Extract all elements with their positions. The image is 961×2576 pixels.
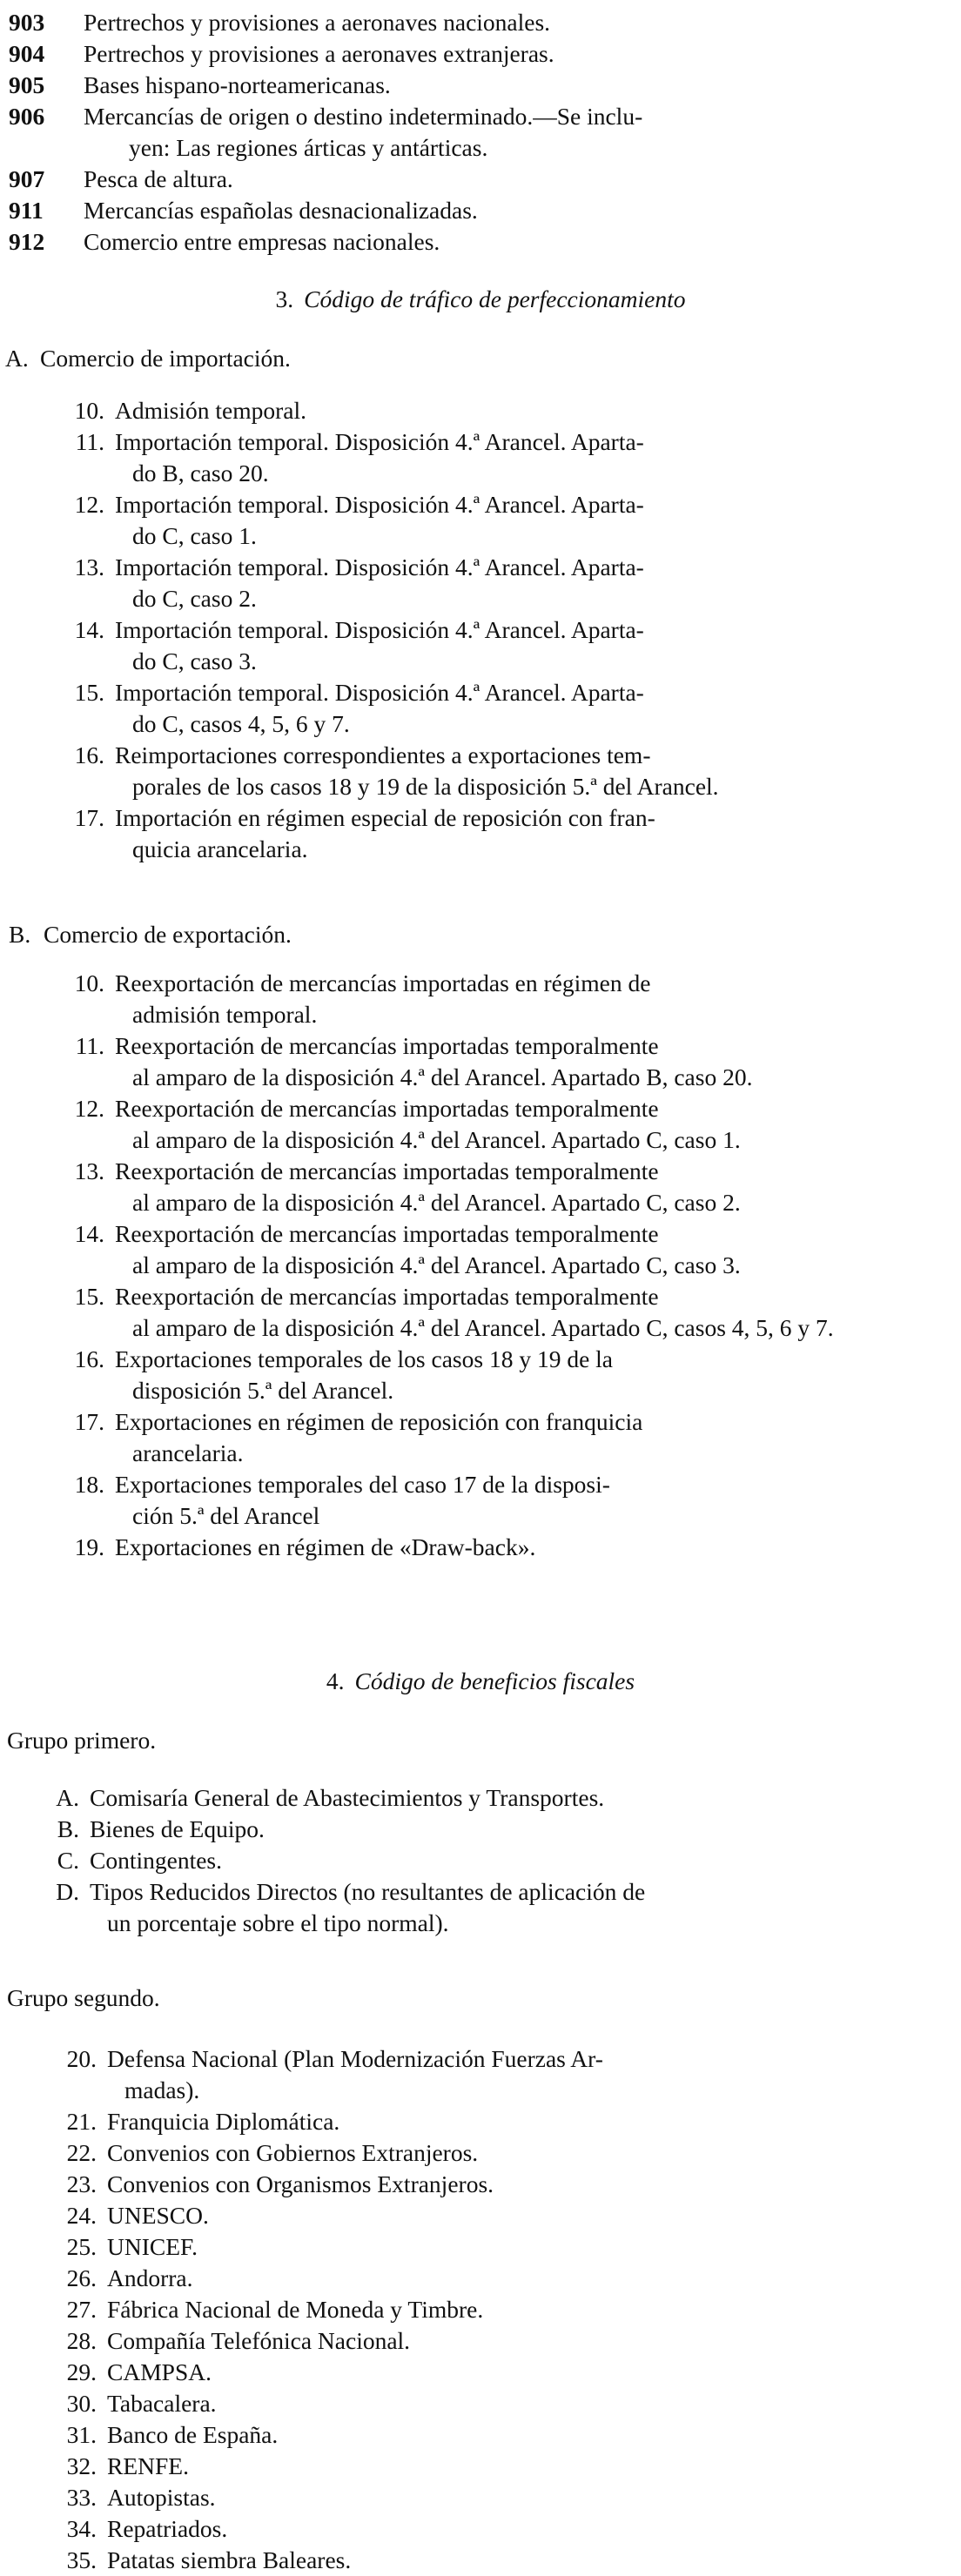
code-text-line: Mercancías españolas desnacionalizadas. <box>84 197 478 224</box>
code-number: 906 <box>9 103 45 130</box>
code-number: 907 <box>9 165 45 192</box>
item-text-continuation: al amparo de la disposición 4.ª del Arancel. Apartado B, caso 20. <box>132 1063 753 1090</box>
item-number: 30. <box>66 2390 97 2417</box>
item-text-line: Repatriados. <box>107 2515 228 2542</box>
item-text-continuation: al amparo de la disposición 4.ª del Arancel. Apartado C, caso 3. <box>132 1251 741 1278</box>
item-text <box>97 2325 936 2357</box>
item-text-line: Exportaciones temporales de los casos 18 y 19 de la <box>115 1345 613 1372</box>
item-text <box>104 677 937 740</box>
group-1-item <box>48 1814 936 1845</box>
item-text-line: Reexportación de mercancías importadas temporalmente <box>115 1283 659 1310</box>
group-2-item <box>48 2325 936 2357</box>
group-2-item <box>48 2169 936 2200</box>
group-2-item <box>48 2482 936 2513</box>
item-text <box>104 1093 937 1156</box>
item-text-line: Reexportación de mercancías importadas temporalmente <box>115 1095 659 1122</box>
item-number: 20. <box>66 2045 97 2072</box>
code-text-line: Comercio entre empresas nacionales. <box>84 228 440 255</box>
item-number: 25. <box>66 2233 97 2260</box>
group-2-item <box>48 2419 936 2451</box>
export-code-item <box>66 1093 937 1156</box>
item-number: 13. <box>74 553 104 580</box>
item-number: 21. <box>66 2108 97 2135</box>
item-number: 17. <box>74 1408 104 1435</box>
item-text <box>104 552 937 614</box>
item-number: 17. <box>74 804 104 831</box>
code-row <box>9 70 944 101</box>
item-text-continuation: quicia arancelaria. <box>132 835 308 862</box>
group-1-item <box>48 1876 936 1939</box>
item-text-line: Reimportaciones correspondientes a exportaciones tem- <box>115 741 651 768</box>
group-2-heading: Grupo segundo. <box>7 1984 160 2011</box>
section-title: Código de beneficios fiscales <box>354 1667 635 1694</box>
code-text-line: Bases hispano-norteamericanas. <box>84 71 391 98</box>
code-number: 911 <box>9 197 44 224</box>
code-row <box>9 164 944 195</box>
item-text-line: Exportaciones en régimen de «Draw-back». <box>115 1533 536 1560</box>
destination-codes-list <box>9 7 944 258</box>
item-text-continuation: al amparo de la disposición 4.ª del Arancel. Apartado C, caso 1. <box>132 1126 741 1153</box>
item-text-line: Importación temporal. Disposición 4.ª Arancel. Aparta- <box>115 491 644 518</box>
export-code-item <box>66 1469 937 1532</box>
code-text <box>84 70 944 101</box>
item-text-line: UNESCO. <box>107 2202 209 2229</box>
export-code-item <box>66 968 937 1030</box>
code-row <box>9 38 944 70</box>
item-text <box>79 1876 936 1939</box>
item-number: B. <box>57 1815 79 1842</box>
item-text-continuation: arancelaria. <box>132 1439 244 1466</box>
section-title: Código de tráfico de perfeccionamiento <box>304 285 686 312</box>
item-number: 34. <box>66 2515 97 2542</box>
group-2-item <box>48 2231 936 2263</box>
item-text <box>104 1344 937 1406</box>
group-2-item <box>48 2545 936 2576</box>
item-number: 12. <box>74 491 104 518</box>
item-number: 35. <box>66 2546 97 2573</box>
code-text-line: Mercancías de origen o destino indeterminado.—Se inclu- <box>84 103 643 130</box>
item-text <box>104 1156 937 1218</box>
item-number: 14. <box>74 1220 104 1247</box>
import-code-item <box>66 395 937 426</box>
item-text <box>104 426 937 489</box>
item-number: 15. <box>74 1283 104 1310</box>
item-number: 23. <box>66 2170 97 2197</box>
item-text-line: Admisión temporal. <box>115 397 306 424</box>
item-number: 32. <box>66 2452 97 2479</box>
item-text-line: Autopistas. <box>107 2484 216 2511</box>
code-text-line: Pertrechos y provisiones a aeronaves nacionales. <box>84 9 551 36</box>
item-text-line: Banco de España. <box>107 2421 279 2448</box>
code-number: 912 <box>9 228 45 255</box>
item-number: 10. <box>74 397 104 424</box>
item-number: 11. <box>75 428 104 455</box>
group-2-item <box>48 2137 936 2169</box>
item-text <box>97 2388 936 2419</box>
item-text-line: Andorra. <box>107 2264 193 2291</box>
import-code-item <box>66 802 937 865</box>
group-2-item <box>48 2043 936 2106</box>
code-text <box>84 164 944 195</box>
item-number: 15. <box>74 679 104 706</box>
item-text-continuation: al amparo de la disposición 4.ª del Arancel. Apartado C, caso 2. <box>132 1189 741 1216</box>
item-number: 14. <box>74 616 104 643</box>
item-text <box>97 2106 936 2137</box>
item-text-continuation: madas). <box>124 2076 200 2103</box>
code-number: 905 <box>9 71 45 98</box>
item-text-line: Reexportación de mercancías importadas temporalmente <box>115 1032 659 1059</box>
item-number: 19. <box>74 1533 104 1560</box>
subsection-title: Comercio de exportación. <box>44 921 292 948</box>
import-code-item <box>66 614 937 677</box>
group-2-item <box>48 2106 936 2137</box>
item-text-line: Comisaría General de Abastecimientos y Transportes. <box>90 1784 605 1811</box>
group-2-item <box>48 2263 936 2294</box>
item-text <box>104 395 937 426</box>
item-text <box>104 614 937 677</box>
item-number: D. <box>56 1878 79 1905</box>
item-text-line: Importación temporal. Disposición 4.ª Arancel. Aparta- <box>115 428 644 455</box>
section-3-heading <box>0 284 961 315</box>
group-2-item <box>48 2294 936 2325</box>
group-2-item <box>48 2388 936 2419</box>
item-text-line: Importación temporal. Disposición 4.ª Arancel. Aparta- <box>115 679 644 706</box>
item-number: 24. <box>66 2202 97 2229</box>
item-number: 22. <box>66 2139 97 2166</box>
item-text-line: Bienes de Equipo. <box>90 1815 265 1842</box>
import-code-item <box>66 552 937 614</box>
code-text <box>84 195 944 226</box>
item-text-continuation: porales de los casos 18 y 19 de la disposición 5.ª del Arancel. <box>132 773 719 800</box>
group-1-item <box>48 1782 936 1814</box>
item-text-line: Contingentes. <box>90 1847 223 1874</box>
item-number: 27. <box>66 2296 97 2323</box>
item-number: 28. <box>66 2327 97 2354</box>
item-text-continuation: un porcentaje sobre el tipo normal). <box>107 1909 449 1936</box>
code-row <box>9 226 944 258</box>
item-text-continuation: do C, caso 3. <box>132 647 257 674</box>
item-text-line: Compañía Telefónica Nacional. <box>107 2327 411 2354</box>
item-text-line: Reexportación de mercancías importadas en régimen de <box>115 969 651 996</box>
code-text <box>84 226 944 258</box>
item-text <box>104 1030 937 1093</box>
item-text <box>104 1218 937 1281</box>
item-text <box>104 740 937 802</box>
item-text <box>97 2137 936 2169</box>
group-2-list <box>48 2043 936 2576</box>
item-text <box>97 2231 936 2263</box>
item-text <box>104 489 937 552</box>
item-number: 31. <box>66 2421 97 2448</box>
subsection-title: Comercio de importación. <box>40 345 291 372</box>
item-text <box>97 2200 936 2231</box>
item-number: 18. <box>74 1471 104 1498</box>
export-codes-list <box>66 968 937 1563</box>
export-code-item <box>66 1344 937 1406</box>
item-text-line: Fábrica Nacional de Moneda y Timbre. <box>107 2296 484 2323</box>
item-text <box>97 2513 936 2545</box>
item-text-line: Convenios con Gobiernos Extranjeros. <box>107 2139 479 2166</box>
code-text <box>84 38 944 70</box>
import-codes-list <box>66 395 937 865</box>
group-2-item <box>48 2357 936 2388</box>
item-text-line: CAMPSA. <box>107 2358 212 2385</box>
section-number: 4. <box>326 1667 345 1694</box>
item-text-line: Tipos Reducidos Directos (no resultantes de aplicación de <box>90 1878 646 1905</box>
item-text-line: Importación en régimen especial de reposición con fran- <box>115 804 655 831</box>
export-code-item <box>66 1030 937 1093</box>
export-code-item <box>66 1218 937 1281</box>
item-text <box>97 2419 936 2451</box>
item-text-line: Importación temporal. Disposición 4.ª Arancel. Aparta- <box>115 553 644 580</box>
item-text-continuation: do C, casos 4, 5, 6 y 7. <box>132 710 350 737</box>
group-2-item <box>48 2513 936 2545</box>
item-text-line: Franquicia Diplomática. <box>107 2108 340 2135</box>
export-code-item <box>66 1281 937 1344</box>
item-number: C. <box>57 1847 79 1874</box>
section-number: 3. <box>275 285 294 312</box>
group-1-item <box>48 1845 936 1876</box>
export-code-item <box>66 1532 937 1563</box>
item-text <box>97 2263 936 2294</box>
item-text-continuation: al amparo de la disposición 4.ª del Arancel. Apartado C, casos 4, 5, 6 y 7. <box>132 1314 834 1341</box>
item-text-continuation: do C, caso 1. <box>132 522 257 549</box>
item-text <box>97 2357 936 2388</box>
item-text-line: Exportaciones en régimen de reposición con franquicia <box>115 1408 643 1435</box>
group-2-item <box>48 2200 936 2231</box>
section-4-heading <box>0 1666 961 1697</box>
item-text-line: Reexportación de mercancías importadas temporalmente <box>115 1157 659 1184</box>
item-text <box>104 1469 937 1532</box>
code-row <box>9 7 944 38</box>
item-text <box>97 2043 936 2106</box>
item-text-line: Patatas siembra Baleares. <box>107 2546 352 2573</box>
group-2-item <box>48 2451 936 2482</box>
item-text-line: UNICEF. <box>107 2233 198 2260</box>
item-number: 10. <box>74 969 104 996</box>
item-text <box>104 1406 937 1469</box>
item-text <box>104 968 937 1030</box>
item-text-line: RENFE. <box>107 2452 189 2479</box>
item-text <box>79 1845 936 1876</box>
export-code-item <box>66 1156 937 1218</box>
import-code-item <box>66 489 937 552</box>
item-text <box>97 2451 936 2482</box>
item-text-continuation: admisión temporal. <box>132 1001 318 1028</box>
item-text <box>104 1532 937 1563</box>
code-number: 904 <box>9 40 45 67</box>
item-number: 33. <box>66 2484 97 2511</box>
item-text-line: Convenios con Organismos Extranjeros. <box>107 2170 494 2197</box>
code-text <box>84 7 944 38</box>
item-text-continuation: disposición 5.ª del Arancel. <box>132 1377 394 1404</box>
import-code-item <box>66 426 937 489</box>
code-row <box>9 195 944 226</box>
item-text-continuation: do B, caso 20. <box>132 460 269 486</box>
item-text-line: Tabacalera. <box>107 2390 217 2417</box>
item-text <box>79 1814 936 1845</box>
export-code-item <box>66 1406 937 1469</box>
item-number: 16. <box>74 1345 104 1372</box>
item-number: A. <box>56 1784 79 1811</box>
code-text-continuation: yen: Las regiones árticas y antárticas. <box>129 134 488 161</box>
subsection-export-heading <box>9 919 292 950</box>
item-text <box>104 802 937 865</box>
code-row <box>9 101 944 164</box>
code-text-line: Pertrechos y provisiones a aeronaves extranjeras. <box>84 40 554 67</box>
item-text-line: Exportaciones temporales del caso 17 de la disposi- <box>115 1471 610 1498</box>
item-text <box>97 2482 936 2513</box>
item-number: 29. <box>66 2358 97 2385</box>
code-number: 903 <box>9 9 45 36</box>
item-text-continuation: do C, caso 2. <box>132 585 257 612</box>
item-text <box>97 2545 936 2576</box>
item-number: 13. <box>74 1157 104 1184</box>
item-text-line: Reexportación de mercancías importadas temporalmente <box>115 1220 659 1247</box>
import-code-item <box>66 740 937 802</box>
subsection-letter: A. <box>5 345 29 372</box>
code-text-line: Pesca de altura. <box>84 165 233 192</box>
item-text <box>97 2169 936 2200</box>
item-number: 11. <box>75 1032 104 1059</box>
code-text <box>84 101 944 164</box>
item-number: 12. <box>74 1095 104 1122</box>
subsection-import-heading <box>5 343 291 374</box>
group-1-list <box>48 1782 936 1939</box>
item-number: 16. <box>74 741 104 768</box>
item-text-continuation: ción 5.ª del Arancel <box>132 1502 320 1529</box>
item-text <box>79 1782 936 1814</box>
item-text-line: Defensa Nacional (Plan Modernización Fuerzas Ar- <box>107 2045 603 2072</box>
item-text <box>97 2294 936 2325</box>
item-text-line: Importación temporal. Disposición 4.ª Arancel. Aparta- <box>115 616 644 643</box>
group-1-heading: Grupo primero. <box>7 1727 157 1754</box>
item-text <box>104 1281 937 1344</box>
import-code-item <box>66 677 937 740</box>
item-number: 26. <box>66 2264 97 2291</box>
subsection-letter: B. <box>9 921 31 948</box>
